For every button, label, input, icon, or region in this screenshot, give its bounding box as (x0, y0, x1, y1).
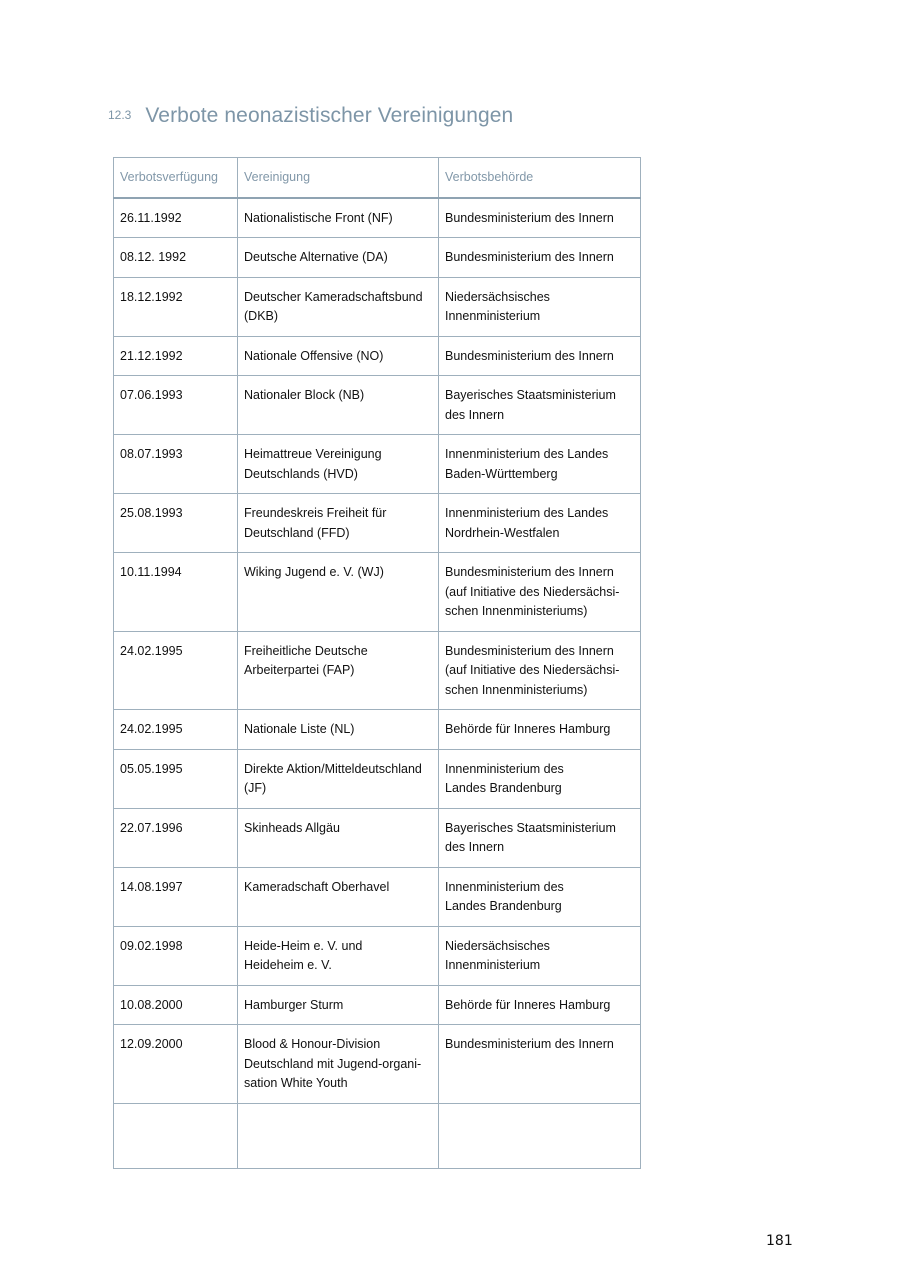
cell-authority: Bundesministerium des Innern (auf Initiative des Niedersächsi- schen Innenministeriums) (439, 631, 641, 710)
header-verbotsverfuegung: Verbotsverfügung (114, 158, 238, 198)
cell-date: 10.11.1994 (114, 553, 238, 632)
header-vereinigung: Vereinigung (238, 158, 439, 198)
cell-date: 05.05.1995 (114, 749, 238, 808)
cell-authority: Niedersächsisches Innenministerium (439, 277, 641, 336)
cell-association: Freiheitliche Deutsche Arbeiterpartei (FAP) (238, 631, 439, 710)
cell-authority: Innenministerium des Landes Brandenburg (439, 867, 641, 926)
table-row (114, 808, 641, 867)
cell-date: 26.11.1992 (114, 198, 238, 238)
bans-table (113, 157, 641, 1169)
cell-date: 22.07.1996 (114, 808, 238, 867)
cell-authority: Bayerisches Staatsministerium des Innern (439, 376, 641, 435)
table-row (114, 926, 641, 985)
cell-association: Heide-Heim e. V. und Heideheim e. V. (238, 926, 439, 985)
cell-date: 24.02.1995 (114, 710, 238, 750)
empty-cell (439, 1103, 641, 1168)
table-row (114, 985, 641, 1025)
cell-authority: Bayerisches Staatsministerium des Innern (439, 808, 641, 867)
cell-authority: Innenministerium des Landes Brandenburg (439, 749, 641, 808)
cell-date: 14.08.1997 (114, 867, 238, 926)
cell-authority: Behörde für Inneres Hamburg (439, 985, 641, 1025)
table-header-row (114, 158, 641, 198)
cell-date: 08.07.1993 (114, 435, 238, 494)
cell-association: Direkte Aktion/Mitteldeutschland (JF) (238, 749, 439, 808)
table-row (114, 376, 641, 435)
cell-date: 24.02.1995 (114, 631, 238, 710)
cell-association: Heimattreue Vereinigung Deutschlands (HVD) (238, 435, 439, 494)
table-body (114, 198, 641, 1169)
table-row (114, 631, 641, 710)
cell-association: Hamburger Sturm (238, 985, 439, 1025)
cell-date: 08.12. 1992 (114, 238, 238, 278)
cell-association: Kameradschaft Oberhavel (238, 867, 439, 926)
cell-authority: Niedersächsisches Innenministerium (439, 926, 641, 985)
table-row (114, 198, 641, 238)
table-row (114, 336, 641, 376)
cell-authority: Bundesministerium des Innern (439, 1025, 641, 1104)
cell-association: Skinheads Allgäu (238, 808, 439, 867)
section-heading (108, 104, 513, 128)
cell-authority: Innenministerium des Landes Baden-Württemberg (439, 435, 641, 494)
table-row (114, 1025, 641, 1104)
cell-date: 18.12.1992 (114, 277, 238, 336)
table-row (114, 238, 641, 278)
cell-date: 10.08.2000 (114, 985, 238, 1025)
cell-authority: Behörde für Inneres Hamburg (439, 710, 641, 750)
cell-association: Nationaler Block (NB) (238, 376, 439, 435)
cell-date: 21.12.1992 (114, 336, 238, 376)
cell-authority: Bundesministerium des Innern (439, 198, 641, 238)
cell-authority: Bundesministerium des Innern (439, 238, 641, 278)
cell-association: Wiking Jugend e. V. (WJ) (238, 553, 439, 632)
section-title: Verbote neonazistischer Vereinigungen (145, 104, 514, 127)
cell-authority: Bundesministerium des Innern (439, 336, 641, 376)
cell-date: 07.06.1993 (114, 376, 238, 435)
header-verbotsbehoerde: Verbotsbehörde (439, 158, 641, 198)
table-row (114, 435, 641, 494)
empty-cell (238, 1103, 439, 1168)
cell-association: Blood & Honour-Division Deutschland mit Jugend-organi- sation White Youth (238, 1025, 439, 1104)
empty-table-row (114, 1103, 641, 1168)
cell-association: Deutsche Alternative (DA) (238, 238, 439, 278)
table-row (114, 710, 641, 750)
empty-cell (114, 1103, 238, 1168)
cell-association: Nationale Offensive (NO) (238, 336, 439, 376)
page-number: 181 (766, 1233, 793, 1249)
cell-date: 09.02.1998 (114, 926, 238, 985)
cell-authority: Innenministerium des Landes Nordrhein-Westfalen (439, 494, 641, 553)
table-row (114, 867, 641, 926)
table-row (114, 749, 641, 808)
cell-association: Nationalistische Front (NF) (238, 198, 439, 238)
cell-association: Deutscher Kameradschaftsbund (DKB) (238, 277, 439, 336)
table-row (114, 494, 641, 553)
cell-authority: Bundesministerium des Innern (auf Initiative des Niedersächsi- schen Innenministeriums) (439, 553, 641, 632)
cell-association: Freundeskreis Freiheit für Deutschland (FFD) (238, 494, 439, 553)
section-number: 12.3 (108, 108, 132, 122)
table-row (114, 553, 641, 632)
table-row (114, 277, 641, 336)
cell-association: Nationale Liste (NL) (238, 710, 439, 750)
cell-date: 25.08.1993 (114, 494, 238, 553)
cell-date: 12.09.2000 (114, 1025, 238, 1104)
